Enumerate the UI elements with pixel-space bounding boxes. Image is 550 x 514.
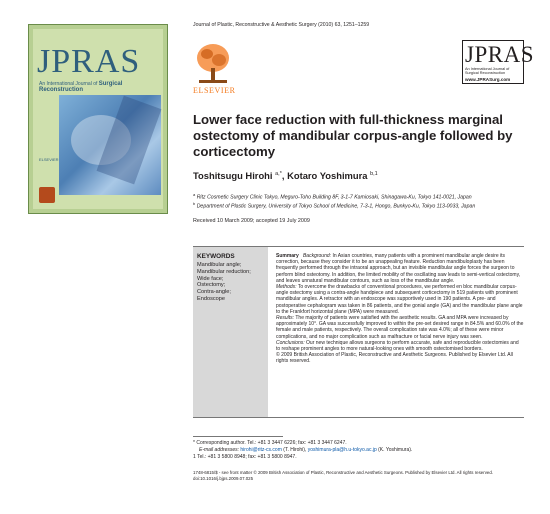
conclusions-text: Our new technique allows surgeons to perform accurate, safe and reproducible ostectomies and to reshape prominent angles to more natural-looking ones with smooth ostectomised borders. (276, 339, 519, 353)
cover-subtitle (39, 81, 159, 93)
email-owner: (T. Hirohi), (283, 447, 307, 453)
methods-label: Methods: (276, 284, 297, 291)
author-affiliation-marker[interactable]: a,* (275, 170, 282, 177)
background-label: Background: (302, 253, 332, 259)
affiliation-b (193, 201, 533, 210)
corresponding-author-note: * Corresponding author. Tel.: +81 3 3447 6226; fax: +81 3 3447 6247. (193, 440, 347, 446)
journal-logo-line2: Surgical Reconstruction (465, 71, 506, 76)
email-addresses (199, 447, 530, 453)
affiliation-text: Department of Plastic Surgery, University of Tokyo School of Medicine, 7-3-1, Hongo, Bunkyo-Ku, Tokyo 113-0033, Japan (196, 203, 476, 210)
keyword-item: Mandibular reduction; (197, 268, 251, 275)
keyword-item: Wide face; (197, 275, 224, 282)
footnote-divider (193, 436, 283, 437)
email-link[interactable]: yoshimura-pla@h.u-tokyo.ac.jp (307, 447, 377, 453)
email-owner: (K. Yoshimura). (378, 447, 413, 453)
keywords-box (193, 247, 268, 417)
summary-background-paragraph (276, 253, 524, 284)
author-name[interactable]: Kotaro Yoshimura (287, 170, 368, 181)
second-author-contact: 1 Tel.: +81 3 5800 8948; fax: +81 3 5800 8947. (193, 454, 297, 460)
abstract-summary (276, 253, 524, 365)
author-name[interactable]: Toshitsugu Hirohi (193, 170, 273, 181)
journal-logo-title: JPRAS (465, 42, 534, 67)
cover-artwork (59, 95, 161, 195)
cover-publisher-logo (39, 187, 55, 203)
summary-results-paragraph (276, 315, 524, 340)
journal-logo (462, 40, 534, 84)
publisher-name: ELSEVIER (193, 86, 236, 95)
summary-conclusions-paragraph (276, 340, 524, 352)
author-separator: , (281, 170, 288, 181)
author-list (193, 170, 378, 181)
journal-citation: Journal of Plastic, Reconstructive & Aesthetic Surgery (2010) 63, 1251–1259 (193, 22, 370, 28)
email-link[interactable]: hirohi@ritz-cs.com (240, 447, 282, 453)
keyword-item: Ostectomy; (197, 282, 226, 289)
cover-subtitle-main: Surgical Reconstruction (39, 81, 123, 93)
affiliation-text: Ritz Cosmetic Surgery Clinic Tokyo, Meguro-Toho Building 8F, 3-1-7 Kamiosaki, Shinagawa-Ku, Tokyo 141-0021, Japan (196, 194, 472, 201)
results-label: Results: (276, 315, 295, 322)
conclusions-label: Conclusions: (276, 339, 305, 346)
keyword-item: Contra-angle; (197, 289, 231, 296)
journal-logo-line1: An International Journal of (465, 67, 510, 71)
elsevier-tree-logo (193, 40, 233, 86)
cover-title: JPRAS (37, 43, 141, 80)
keyword-item: Endoscope (197, 295, 225, 302)
doi-link[interactable]: doi:10.1016/j.bjps.2009.07.025 (193, 476, 254, 481)
affiliation-marker: b (193, 201, 196, 206)
keywords-heading: KEYWORDS (197, 253, 235, 260)
summary-label: Summary (276, 253, 299, 259)
results-text: The majority of patients were satisfied with the aesthetic results. GA and MPA were increased by approximately 10°. GA was successfully improved to within the pre-set desired range in 84.5% and 60.0% of the female and male patients, respectively. The overall complication rate was 4.0%; all of these were minor complications, and no major complication such as malfracture or facial nerve injury was seen. (276, 315, 524, 340)
background-text: In Asian countries, many patients with a prominent mandibular angle desire its correction, because they consider it to be an unappealing feature. Reduction mandibuloplasty has been frequently performed through the intraoral approach, but an invisible mandibular angle forces the surgeon to perform blind osteotomy. In addition, the limited mobility of the oscillating saw leads to semi-vertical ostectomy, and leaves unnatural mandibular contours, such as loss of the mandibular angle. (276, 253, 521, 284)
affiliation-a (193, 192, 533, 201)
received-dates: Received 10 March 2009; accepted 19 July 2009 (193, 218, 310, 224)
article-title: Lower face reduction with full-thickness marginal ostectomy of mandibular corpus-angle followed by corticectomy (193, 112, 513, 159)
author-affiliation-marker[interactable]: b,1 (370, 170, 378, 177)
affiliation-marker: a (193, 192, 196, 197)
keyword-item: Mandibular angle; (197, 262, 242, 268)
journal-website[interactable]: www.JPRASurg.com (465, 76, 511, 82)
cover-subtitle-prefix: An International Journal of (39, 81, 98, 87)
summary-methods-paragraph (276, 284, 524, 315)
journal-cover (28, 24, 168, 214)
issn-line: 1748-6815/$ - see front matter © 2009 British Association of Plastic, Reconstructive and Aesthetic Surgeons. Published by Elsevier Ltd. All rights reserved. (193, 470, 494, 475)
methods-text: To overcome the drawbacks of conventional procedures, we performed en bloc mandibular corpus-angle ostectomy using a contra-angle handpiece and subsequent corticectomy in 519 patients with prominent mandibular angles. A retractor with an endoscope was supportively used in 190 patients. A pre- and postoperative cephalogram was taken in 86 patients, and the gonial angle (GA) and the mandibular plane angle to the Frankfort horizontal plane (MPA) were measured. (276, 284, 523, 315)
email-label: E-mail addresses: (199, 447, 240, 453)
copyright-notice: © 2009 British Association of Plastic, Reconstructive and Aesthetic Surgeons. Published by Elsevier Ltd. All rights reserved. (276, 352, 513, 365)
cover-side-text: ELSEVIER (39, 157, 59, 162)
abstract-panel (193, 246, 524, 418)
